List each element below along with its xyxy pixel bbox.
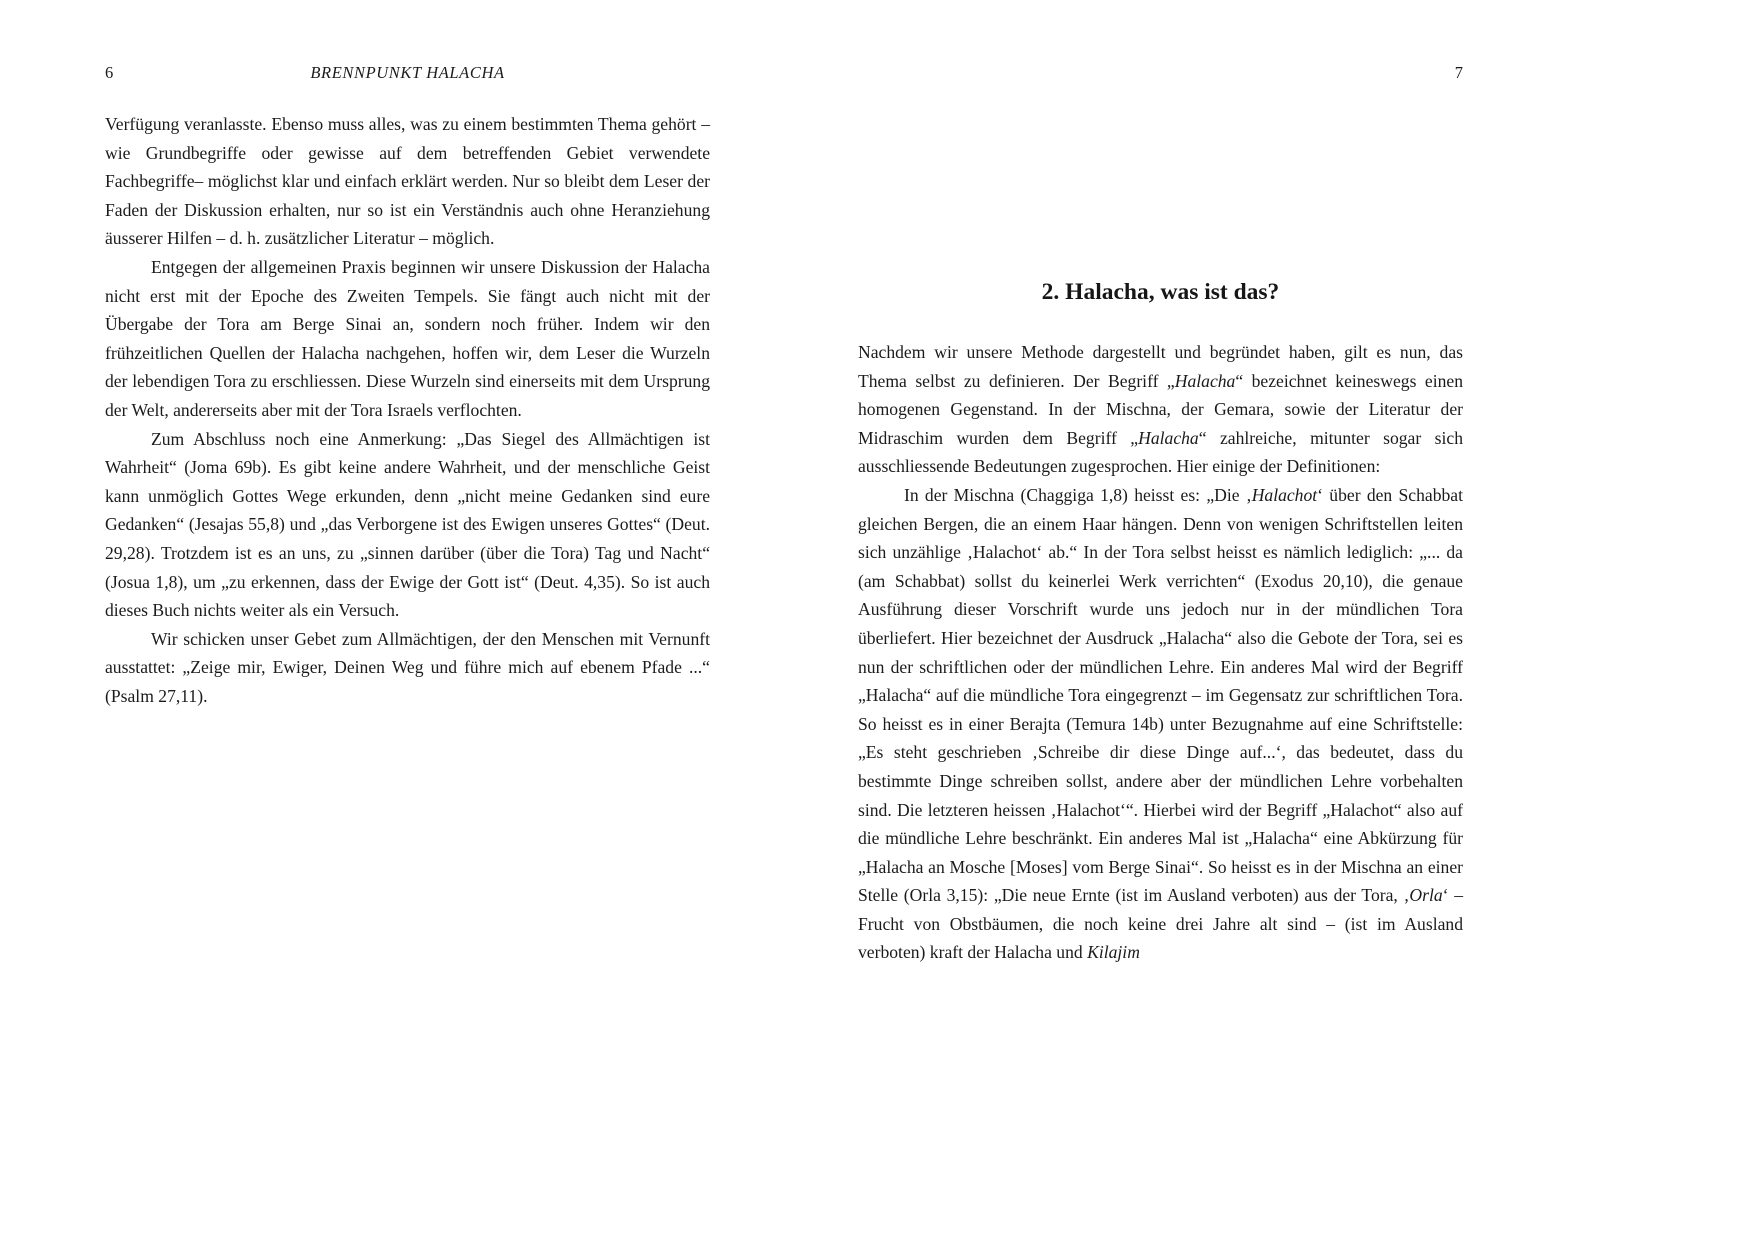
right-page xyxy=(858,62,1463,967)
paragraph: Zum Abschluss noch eine Anmerkung: „Das Siegel des Allmächtigen ist Wahrheit“ (Joma 69b). Es gibt keine andere Wahrheit, und der menschliche Geist kann unmöglich Gottes Wege erkunden, denn „nicht meine Gedanken sind eure Gedanken“ (Jesajas 55,8) und „das Verborgene ist des Ewigen unseres Gottes“ (Deut. 29,28). Trotzdem ist es an uns, zu „sinnen darüber (über die Tora) Tag und Nacht“ (Josua 1,8), um „zu erkennen, dass der Ewige der Gott ist“ (Deut. 4,35). So ist auch dieses Buch nichts weiter als ein Versuch. xyxy=(105,428,710,621)
left-page xyxy=(105,62,710,710)
paragraph: Nachdem wir unsere Methode dargestellt und begründet haben, gilt es nun, das Thema selbst zu definieren. Der Begriff „Halacha“ bezeichnet keineswegs einen homogenen Gegenstand. In der Mischna, der Gemara, sowie der Literatur der Midraschim wurden dem Begriff „Halacha“ zahlreiche, mitunter sogar sich ausschliessende Bedeutungen zugesprochen. Hier einige der Definitionen: xyxy=(858,342,1464,477)
paragraph: Entgegen der allgemeinen Praxis beginnen wir unsere Diskussion der Halacha nicht erst mit der Epoche des Zweiten Tempels. Sie fängt auch nicht mit der Übergabe der Tora am Berge Sinai an, sondern noch früher. Indem wir den frühzeitlichen Quellen der Halacha nachgehen, hoffen wir, dem Leser die Wurzeln der lebendigen Tora zu erschliessen. Diese Wurzeln sind einerseits mit dem Ursprung der Welt, andererseits aber mit der Tora Israels verflochten. xyxy=(105,256,710,420)
paragraph: In der Mischna (Chaggiga 1,8) heisst es: „Die ‚Halachot‘ über den Schabbat gleichen Bergen, die an einem Haar hängen. Denn von wenigen Schriftstellen leiten sich unzählige ‚Halachot‘ ab.“ In der Tora selbst heisst es nämlich lediglich: „... da (am Schabbat) sollst du keinerlei Werk verrichten“ (Exodus 20,10), die genaue Ausführung dieser Vorschrift wurde uns jedoch nur in der mündlichen Tora überliefert. Hier bezeichnet der Ausdruck „Halacha“ also die Gebote der Tora, sei es nun der schriftlichen oder der mündlichen Lehre. Ein anderes Mal wird der Begriff „Halacha“ auf die mündliche Tora eingegrenzt – im Gegensatz zur schriftlichen Tora. So heisst es in einer Berajta (Temura 14b) unter Bezugnahme auf eine Schriftstelle: „Es steht geschrieben ‚Schreibe dir diese Dinge auf...‘, das bedeutet, dass du bestimmte Dinge schreiben sollst, andere aber der mündlichen Lehre vorbehalten sind. Die letzteren heissen ‚Halachot‘“. Hierbei wird der Begriff „Halachot“ also auf die mündliche Lehre beschränkt. Ein anderes Mal ist „Halacha“ eine Abkürzung für „Halacha an Mosche [Moses] vom Berge Sinai“. So heisst es in der Mischna an einer Stelle (Orla 3,15): „Die neue Ernte (ist im Ausland verboten) aus der Tora, ‚Orla‘ – Frucht von Obstbäumen, die noch keine drei Jahre alt sind – (ist im Ausland verboten) kraft der Halacha und Kilajim xyxy=(858,484,1464,963)
paragraph: Wir schicken unser Gebet zum Allmächtigen, der den Menschen mit Vernunft ausstattet: „Zeige mir, Ewiger, Deinen Weg und führe mich auf ebenem Pfade ...“ (Psalm 27,11). xyxy=(105,628,710,706)
left-page-header xyxy=(105,62,710,84)
page-number-right: 7 xyxy=(1454,63,1463,82)
left-page-body xyxy=(105,110,710,710)
paragraph: Verfügung veranlasste. Ebenso muss alles, was zu einem bestimmten Thema gehört – wie Grundbegriffe oder gewisse auf dem betreffenden Gebiet verwendete Fachbegriffe– möglichst klar und einfach erklärt werden. Nur so bleibt dem Leser der Faden der Diskussion erhalten, nur so ist ein Verständnis auch ohne Heranziehung äusserer Hilfen – d. h. zusätzlicher Literatur – möglich. xyxy=(105,114,710,249)
right-page-body xyxy=(858,338,1463,967)
chapter-heading: 2. Halacha, was ist das? xyxy=(1041,279,1280,305)
running-header: BRENNPUNKT HALACHA xyxy=(310,63,505,82)
page-number-left: 6 xyxy=(105,63,114,82)
right-page-header xyxy=(858,62,1463,84)
